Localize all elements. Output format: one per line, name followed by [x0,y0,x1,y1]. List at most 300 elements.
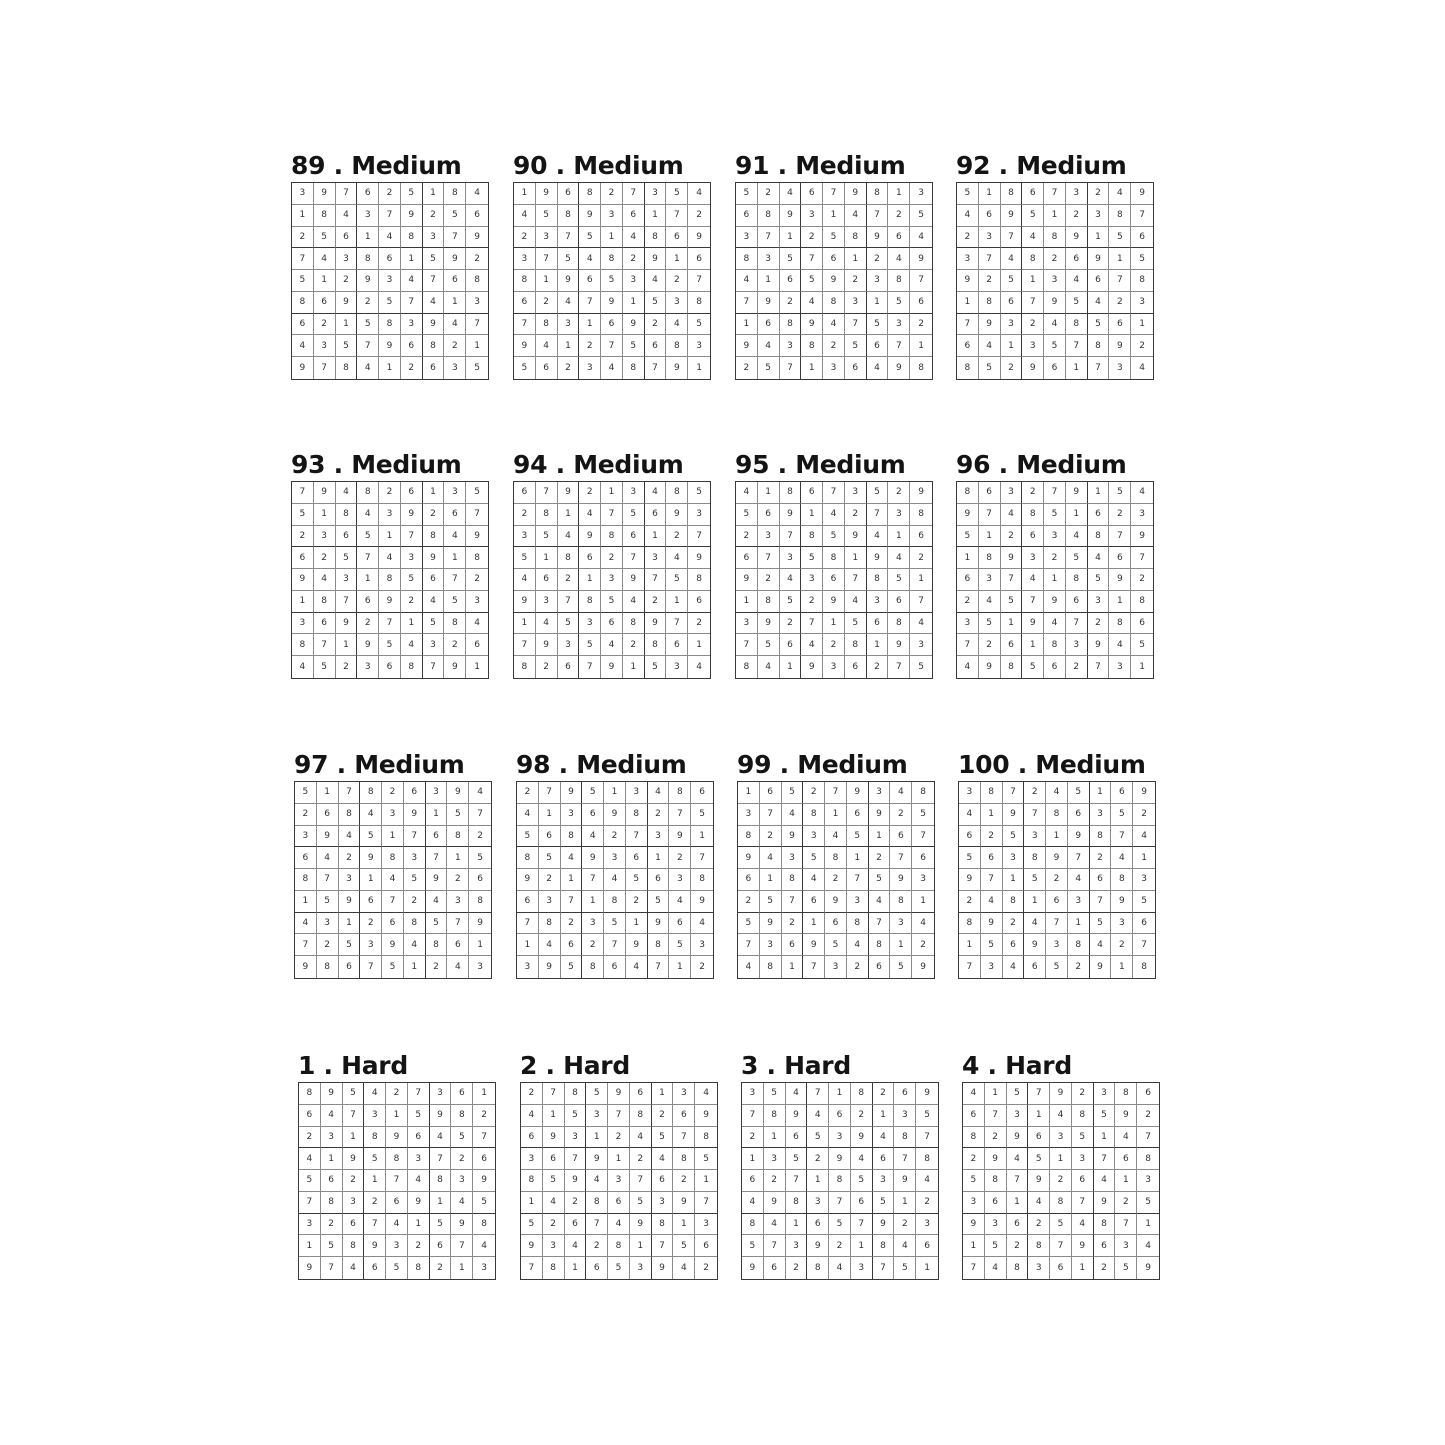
sudoku-cell: 8 [1044,227,1066,249]
sudoku-cell: 5 [648,891,670,913]
sudoku-cell: 3 [807,1192,829,1214]
sudoku-cell: 2 [521,1083,543,1105]
sudoku-cell: 1 [981,804,1003,826]
sudoku-cell: 2 [845,270,867,292]
sudoku-cell: 4 [847,934,869,956]
sudoku-cell: 6 [558,656,580,678]
sudoku-cell: 1 [758,482,780,504]
sudoku-cell: 1 [317,782,339,804]
sudoku-cell: 9 [688,227,710,249]
sudoku-cell: 6 [1003,934,1025,956]
sudoku-cell: 4 [586,1170,608,1192]
sudoku-cell: 8 [521,1170,543,1192]
sudoku-cell: 4 [648,782,670,804]
sudoku-cell: 8 [742,1214,764,1236]
sudoku-cell: 4 [314,569,336,591]
sudoku-cell: 9 [666,357,688,379]
sudoku-cell: 9 [579,526,601,548]
sudoku-cell: 9 [623,569,645,591]
sudoku-cell: 3 [867,270,889,292]
sudoku-cell: 8 [918,363,924,374]
sudoku-cell: 6 [910,292,932,314]
sudoku-cell: 9 [451,1214,473,1236]
sudoku-cell: 3 [912,869,934,891]
sudoku-cell: 6 [688,591,710,613]
sudoku-cell: 7 [517,913,539,935]
sudoku-puzzle [741,1052,941,1280]
sudoku-cell: 3 [582,913,604,935]
sudoku-cell: 8 [1088,526,1110,548]
sudoku-cell: 1 [869,826,891,848]
sudoku-cell: 3 [321,1127,343,1149]
sudoku-cell: 3 [979,227,1001,249]
sudoku-cell: 6 [447,934,469,956]
sudoku-cell: 3 [645,547,667,569]
sudoku-cell: 7 [979,248,1001,270]
sudoku-cell: 3 [539,891,561,913]
sudoku-cell: 5 [1088,569,1110,591]
sudoku-cell: 6 [626,847,648,869]
sudoku-cell: 6 [780,270,802,292]
sudoku-cell: 5 [339,934,361,956]
sudoku-cell: 6 [536,357,558,379]
sudoku-cell: 3 [1024,826,1046,848]
sudoku-cell: 8 [825,847,847,869]
sudoku-cell: 1 [582,891,604,913]
sudoku-cell: 6 [401,482,423,504]
sudoku-cell: 3 [447,891,469,913]
sudoku-cell: 1 [426,804,448,826]
sudoku-cell: 3 [408,1148,430,1170]
sudoku-cell: 2 [444,634,466,656]
sudoku-cell: 4 [736,482,758,504]
sudoku-cell: 2 [339,847,361,869]
sudoku-cell: 7 [339,782,361,804]
sudoku-grid [513,481,711,679]
sudoku-cell: 7 [1133,934,1155,956]
sudoku-cell: 6 [582,804,604,826]
sudoku-cell: 9 [760,913,782,935]
sudoku-cell: 1 [1072,1257,1094,1279]
sudoku-grid [956,481,1154,679]
sudoku-cell: 2 [963,1148,985,1170]
sudoku-cell: 9 [1088,248,1110,270]
sudoku-cell: 1 [890,934,912,956]
sudoku-cell: 1 [924,1263,930,1274]
sudoku-cell: 9 [1088,634,1110,656]
sudoku-cell: 7 [780,357,802,379]
sudoku-cell: 4 [317,847,339,869]
sudoku-cell: 4 [742,1192,764,1214]
sudoku-cell: 1 [543,1105,565,1127]
sudoku-cell: 5 [673,1235,695,1257]
sudoku-cell: 7 [343,1105,365,1127]
sudoku-cell: 6 [314,613,336,635]
sudoku-cell: 7 [401,292,423,314]
sudoku-cell: 8 [543,1257,565,1279]
sudoku-cell: 3 [360,934,382,956]
sudoku-cell: 6 [786,1127,808,1149]
sudoku-cell: 4 [426,891,448,913]
sudoku-cell: 9 [558,482,580,504]
sudoku-cell: 6 [851,1192,873,1214]
sudoku-cell: 8 [888,270,910,292]
sudoku-cell: 9 [742,1257,764,1279]
sudoku-cell: 9 [669,826,691,848]
sudoku-cell: 7 [829,1192,851,1214]
sudoku-puzzle [956,152,1156,380]
sudoku-cell: 6 [652,1170,674,1192]
sudoku-cell: 5 [910,205,932,227]
sudoku-cell: 1 [736,314,758,336]
sudoku-cell: 7 [1044,183,1066,205]
sudoku-cell: 8 [579,183,601,205]
sudoku-cell: 9 [1109,335,1131,357]
sudoku-cell: 4 [845,205,867,227]
sudoku-cell: 6 [1111,782,1133,804]
sudoku-cell: 6 [847,804,869,826]
sudoku-cell: 7 [669,804,691,826]
sudoku-cell: 3 [669,869,691,891]
sudoku-cell: 6 [736,205,758,227]
sudoku-cell: 3 [444,357,466,379]
sudoku-cell: 5 [292,504,314,526]
sudoku-cell: 7 [645,569,667,591]
sudoku-cell: 4 [558,292,580,314]
sudoku-cell: 4 [1028,1192,1050,1214]
sudoku-cell: 9 [426,869,448,891]
sudoku-cell: 9 [780,504,802,526]
sudoku-cell: 2 [912,934,934,956]
sudoku-cell: 9 [379,335,401,357]
sudoku-cell: 9 [444,656,466,678]
sudoku-cell: 9 [1133,782,1155,804]
sudoku-grid [520,1082,718,1280]
sudoku-cell: 8 [586,1192,608,1214]
sudoku-cell: 2 [451,1148,473,1170]
sudoku-cell: 7 [695,1192,717,1214]
sudoku-cell: 4 [888,547,910,569]
sudoku-cell: 7 [845,314,867,336]
sudoku-cell: 4 [561,847,583,869]
sudoku-cell: 6 [579,547,601,569]
sudoku-cell: 3 [481,1263,487,1274]
sudoku-cell: 5 [360,826,382,848]
sudoku-cell: 8 [401,656,423,678]
sudoku-cell: 3 [343,1192,365,1214]
sudoku-cell: 3 [1066,634,1088,656]
sudoku-cell: 5 [666,569,688,591]
sudoku-cell: 7 [888,656,910,678]
sudoku-cell: 6 [292,314,314,336]
sudoku-cell: 6 [295,847,317,869]
sudoku-cell: 4 [1133,826,1155,848]
sudoku-cell: 7 [691,847,713,869]
sudoku-cell: 8 [466,547,488,569]
sudoku-cell: 5 [1003,826,1025,848]
sudoku-cell: 4 [801,634,823,656]
sudoku-puzzle [958,751,1158,979]
sudoku-cell: 1 [888,183,910,205]
sudoku-cell: 3 [782,847,804,869]
sudoku-cell: 4 [444,314,466,336]
sudoku-cell: 4 [386,1214,408,1236]
sudoku-cell: 5 [314,656,336,678]
sudoku-cell: 8 [1131,270,1153,292]
sudoku-cell: 2 [867,656,889,678]
sudoku-cell: 3 [514,248,536,270]
sudoku-cell: 7 [867,205,889,227]
sudoku-cell: 5 [292,270,314,292]
sudoku-cell: 6 [466,205,488,227]
sudoku-cell: 4 [536,613,558,635]
sudoku-cell: 6 [444,504,466,526]
sudoku-cell: 5 [586,1083,608,1105]
sudoku-cell: 5 [1046,956,1068,978]
sudoku-cell: 7 [1088,656,1110,678]
sudoku-cell: 9 [1022,357,1044,379]
sudoku-cell: 5 [688,482,710,504]
sudoku-cell: 1 [1022,270,1044,292]
sudoku-cell: 9 [1001,547,1023,569]
sudoku-cell: 3 [1001,314,1023,336]
sudoku-grid [298,1082,496,1280]
puzzle-title: 89 . Medium [291,151,462,180]
sudoku-cell: 8 [847,913,869,935]
sudoku-cell: 6 [1050,1257,1072,1279]
sudoku-cell: 7 [1050,1235,1072,1257]
sudoku-cell: 8 [1088,335,1110,357]
sudoku-cell: 2 [801,591,823,613]
sudoku-cell: 5 [957,526,979,548]
sudoku-cell: 4 [565,1235,587,1257]
sudoku-cell: 3 [758,526,780,548]
sudoku-cell: 5 [1094,1105,1116,1127]
sudoku-cell: 9 [786,1105,808,1127]
sudoku-cell: 4 [1137,1235,1159,1257]
sudoku-cell: 7 [1001,569,1023,591]
sudoku-cell: 3 [1046,934,1068,956]
sudoku-cell: 8 [386,1148,408,1170]
sudoku-cell: 6 [645,335,667,357]
sudoku-cell: 9 [916,1083,938,1105]
sudoku-cell: 1 [758,270,780,292]
sudoku-cell: 4 [912,913,934,935]
sudoku-cell: 1 [912,891,934,913]
sudoku-cell: 1 [801,357,823,379]
sudoku-cell: 8 [565,1083,587,1105]
sudoku-puzzle [956,451,1156,679]
sudoku-cell: 1 [760,869,782,891]
sudoku-cell: 7 [543,1083,565,1105]
sudoku-cell: 9 [401,504,423,526]
sudoku-cell: 3 [894,1105,916,1127]
sudoku-cell: 6 [890,826,912,848]
sudoku-cell: 6 [357,183,379,205]
sudoku-cell: 2 [579,482,601,504]
sudoku-cell: 5 [823,227,845,249]
sudoku-cell: 4 [339,826,361,848]
sudoku-cell: 4 [1115,1127,1137,1149]
sudoku-cell: 4 [401,634,423,656]
sudoku-cell: 4 [1044,613,1066,635]
sudoku-cell: 4 [1044,314,1066,336]
sudoku-cell: 6 [916,1235,938,1257]
sudoku-cell: 7 [539,782,561,804]
sudoku-cell: 8 [695,1127,717,1149]
sudoku-cell: 1 [601,482,623,504]
sudoku-cell: 2 [1028,1214,1050,1236]
sudoku-cell: 7 [666,613,688,635]
sudoku-cell: 8 [845,227,867,249]
sudoku-cell: 4 [408,1170,430,1192]
sudoku-cell: 7 [1046,913,1068,935]
sudoku-cell: 6 [825,913,847,935]
sudoku-cell: 5 [521,1214,543,1236]
sudoku-cell: 6 [666,227,688,249]
sudoku-cell: 1 [780,656,802,678]
sudoku-cell: 9 [890,869,912,891]
sudoku-cell: 5 [1028,1148,1050,1170]
sudoku-cell: 3 [916,1214,938,1236]
sudoku-cell: 9 [447,782,469,804]
sudoku-cell: 9 [317,826,339,848]
sudoku-cell: 1 [561,869,583,891]
sudoku-cell: 3 [957,248,979,270]
sudoku-cell: 1 [807,1170,829,1192]
sudoku-cell: 4 [357,504,379,526]
sudoku-cell: 4 [447,956,469,978]
sudoku-cell: 2 [1068,956,1090,978]
sudoku-cell: 6 [963,1105,985,1127]
sudoku-cell: 2 [652,1105,674,1127]
sudoku-cell: 9 [386,1127,408,1149]
sudoku-cell: 8 [1001,656,1023,678]
sudoku-cell: 6 [379,248,401,270]
sudoku-cell: 1 [696,363,702,374]
sudoku-cell: 8 [1028,1235,1050,1257]
sudoku-cell: 6 [317,804,339,826]
sudoku-cell: 5 [873,1192,895,1214]
sudoku-cell: 1 [910,335,932,357]
sudoku-cell: 9 [845,526,867,548]
sudoku-cell: 4 [336,205,358,227]
sudoku-grid [294,781,492,979]
sudoku-cell: 2 [423,205,445,227]
sudoku-cell: 2 [979,634,1001,656]
sudoku-cell: 5 [357,526,379,548]
sudoku-cell: 8 [539,913,561,935]
sudoku-cell: 2 [317,934,339,956]
sudoku-cell: 7 [1024,804,1046,826]
sudoku-cell: 7 [1115,1214,1137,1236]
sudoku-cell: 3 [379,504,401,526]
sudoku-cell: 2 [829,1235,851,1257]
sudoku-cell: 3 [295,826,317,848]
sudoku-cell: 1 [1139,662,1145,673]
sudoku-cell: 5 [343,1083,365,1105]
sudoku-cell: 5 [408,1105,430,1127]
sudoku-cell: 8 [688,569,710,591]
sudoku-cell: 4 [364,1083,386,1105]
sudoku-cell: 6 [1109,314,1131,336]
sudoku-cell: 6 [738,869,760,891]
sudoku-cell: 8 [1050,1192,1072,1214]
sudoku-cell: 7 [408,1083,430,1105]
sudoku-cell: 9 [823,270,845,292]
sudoku-cell: 1 [957,547,979,569]
sudoku-cell: 6 [695,1235,717,1257]
sudoku-cell: 6 [1001,292,1023,314]
sudoku-cell: 2 [1072,1083,1094,1105]
sudoku-cell: 7 [890,847,912,869]
sudoku-cell: 7 [869,913,891,935]
sudoku-cell: 3 [623,482,645,504]
sudoku-cell: 5 [1131,634,1153,656]
sudoku-cell: 2 [514,504,536,526]
sudoku-cell: 7 [608,1105,630,1127]
sudoku-cell: 9 [1066,482,1088,504]
sudoku-cell: 6 [764,1257,786,1279]
sudoku-cell: 5 [473,1192,495,1214]
sudoku-cell: 5 [623,504,645,526]
sudoku-cell: 6 [469,869,491,891]
sudoku-cell: 8 [890,891,912,913]
sudoku-cell: 7 [423,270,445,292]
sudoku-cell: 2 [803,782,825,804]
sudoku-cell: 1 [648,847,670,869]
sudoku-cell: 2 [1133,804,1155,826]
sudoku-puzzle [291,451,491,679]
sudoku-cell: 4 [786,1083,808,1105]
sudoku-cell: 5 [579,227,601,249]
sudoku-cell: 7 [688,270,710,292]
sudoku-cell: 7 [423,656,445,678]
sudoku-cell: 6 [803,891,825,913]
sudoku-cell: 7 [912,826,934,848]
sudoku-cell: 4 [623,227,645,249]
sudoku-cell: 2 [1131,569,1153,591]
sudoku-cell: 6 [867,335,889,357]
sudoku-cell: 5 [514,357,536,379]
sudoku-cell: 4 [979,335,1001,357]
sudoku-cell: 6 [299,1105,321,1127]
sudoku-cell: 5 [760,891,782,913]
sudoku-cell: 2 [386,1083,408,1105]
sudoku-cell: 3 [317,913,339,935]
sudoku-cell: 7 [386,1170,408,1192]
sudoku-cell: 8 [916,1148,938,1170]
sudoku-cell: 7 [604,934,626,956]
sudoku-cell: 8 [867,569,889,591]
sudoku-cell: 5 [1001,270,1023,292]
sudoku-cell: 1 [357,227,379,249]
sudoku-cell: 4 [357,357,379,379]
sudoku-cell: 1 [688,634,710,656]
sudoku-cell: 9 [517,869,539,891]
sudoku-cell: 6 [336,227,358,249]
sudoku-cell: 6 [1088,270,1110,292]
sudoku-cell: 8 [1066,314,1088,336]
sudoku-cell: 4 [959,804,981,826]
sudoku-cell: 2 [873,1083,895,1105]
sudoku-cell: 8 [558,547,580,569]
sudoku-cell: 8 [1137,1148,1159,1170]
sudoku-cell: 1 [786,1214,808,1236]
sudoku-cell: 2 [851,1105,873,1127]
sudoku-cell: 1 [382,826,404,848]
sudoku-cell: 8 [691,869,713,891]
